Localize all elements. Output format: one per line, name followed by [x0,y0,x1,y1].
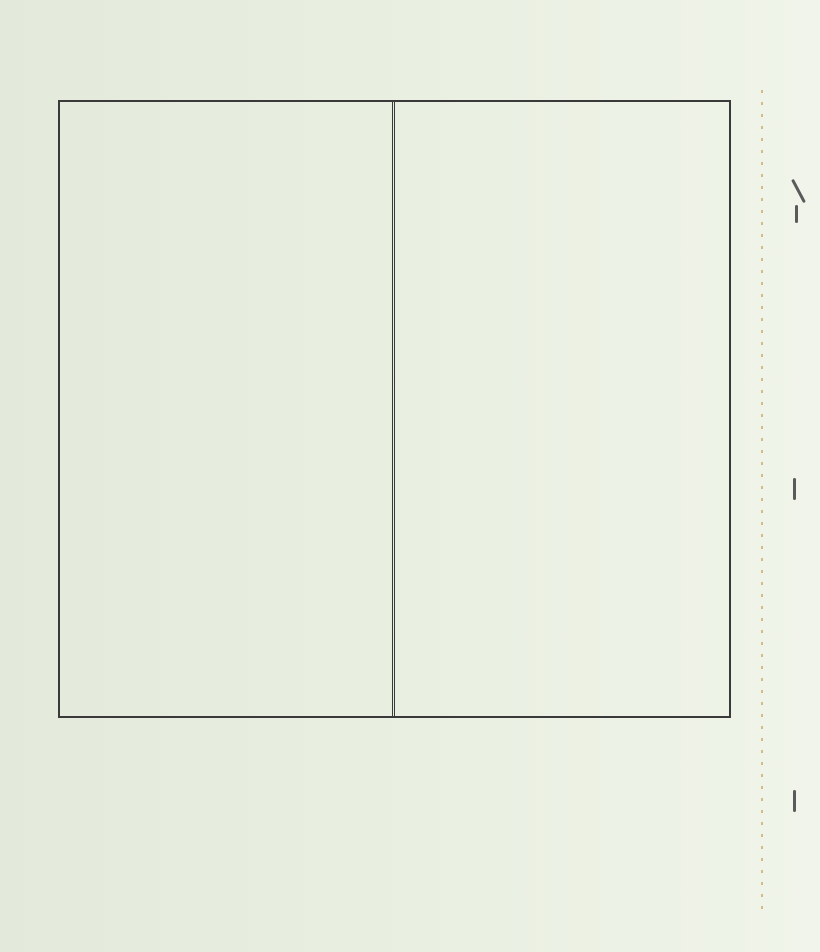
stages-column-left [60,102,395,716]
elevation-profile-diagram [60,758,732,908]
staple-mark [793,478,796,500]
stages-table [58,100,731,718]
stages-column-right [395,102,730,716]
staple-mark [795,205,798,223]
perforation-line [761,90,763,910]
staple-mark [793,790,796,812]
